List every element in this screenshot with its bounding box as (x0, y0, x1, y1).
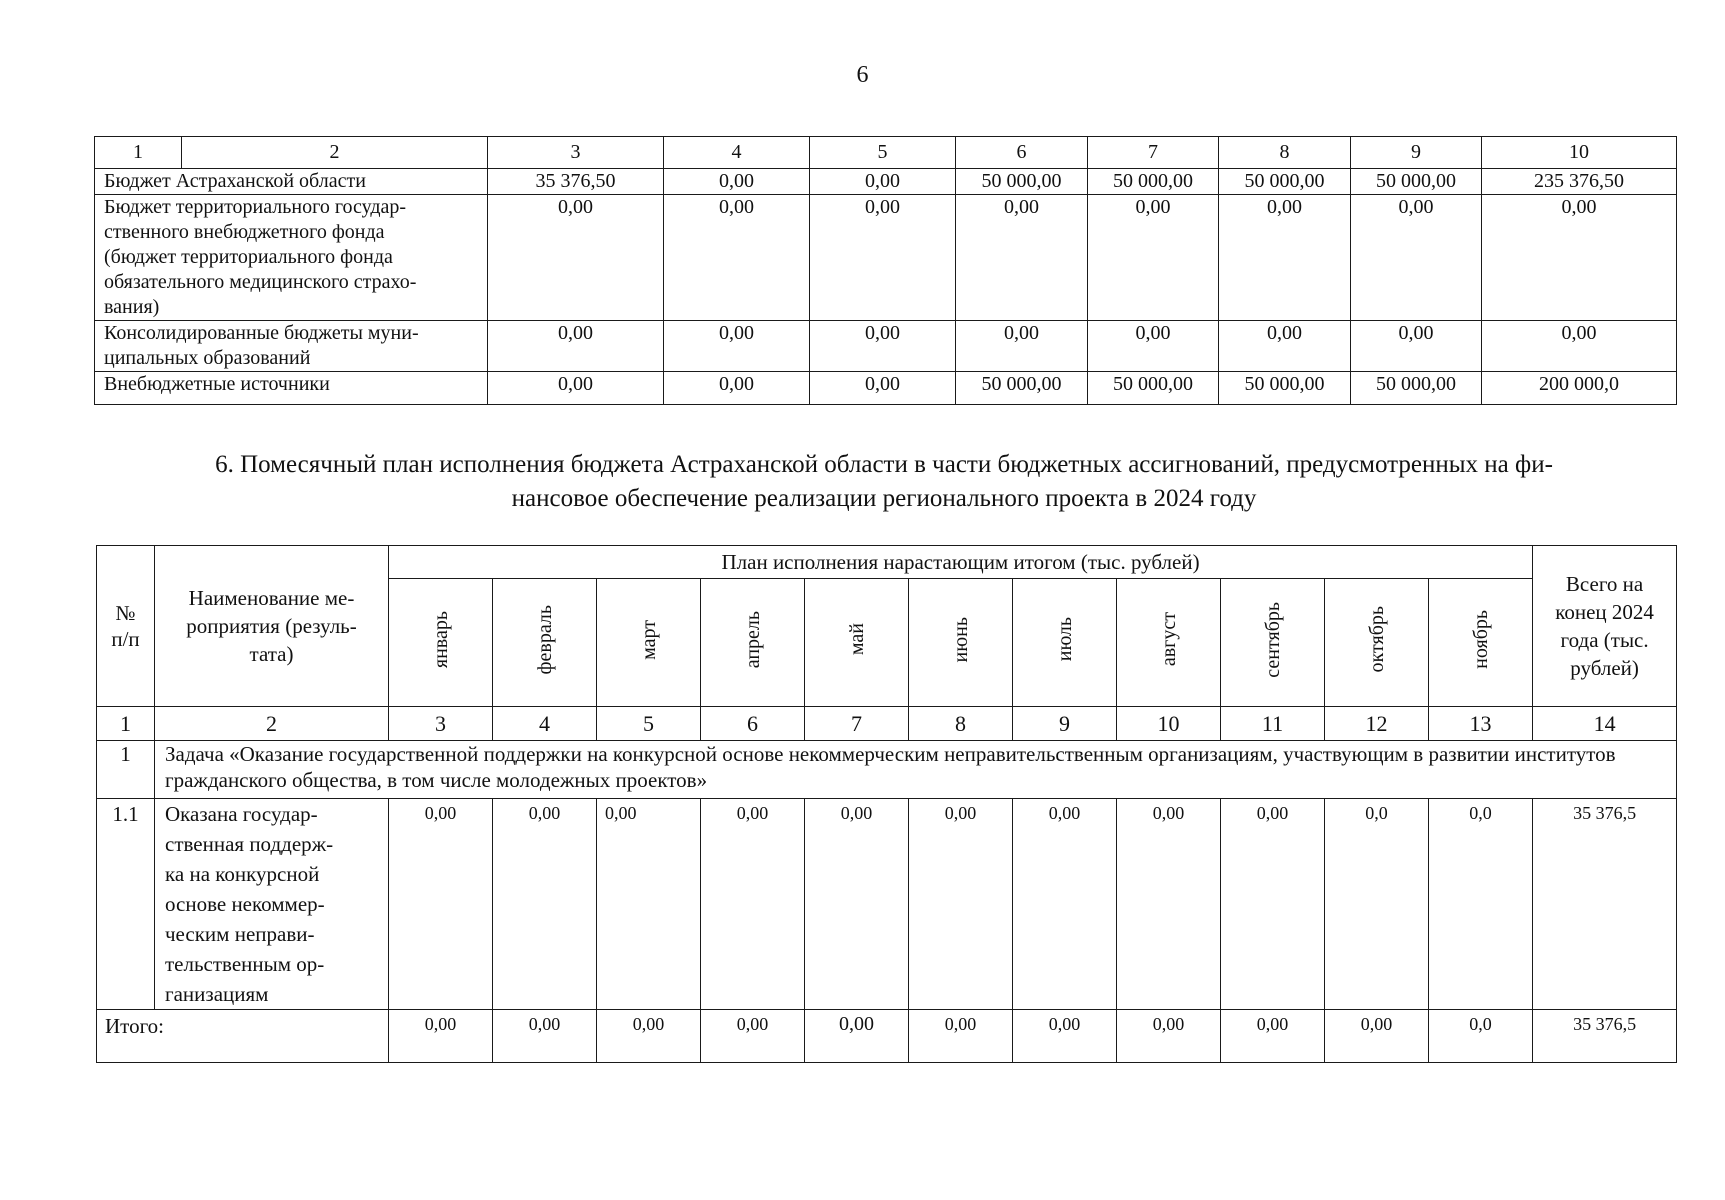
value-cell: 0,00 (805, 799, 909, 1010)
value-cell: 0,00 (1219, 321, 1351, 372)
column-number: 11 (1221, 707, 1325, 741)
table-row (95, 321, 1677, 372)
row-label: Внебюджетные источники (95, 372, 488, 405)
value-cell: 0,00 (956, 195, 1088, 321)
total-row (97, 1010, 1677, 1063)
task-text: Задача «Оказание государственной поддержки на конкурсной основе некоммерческим неправительственным организациям, участвующим в развитии институтов гражданского общества, в том числе молодежных проектов» (155, 741, 1677, 799)
month-label: апрель (741, 610, 764, 669)
task-row (97, 741, 1677, 799)
month-label: август (1157, 612, 1180, 667)
value-cell: 0,00 (810, 169, 956, 195)
value-cell: 0,00 (1117, 1010, 1221, 1063)
table1-header-row (95, 137, 1677, 169)
value-cell: 0,00 (1351, 321, 1482, 372)
value-cell: 50 000,00 (956, 372, 1088, 405)
plan-header: План исполнения нарастающим итогом (тыс. рублей) (389, 546, 1533, 579)
month-header (1325, 579, 1429, 707)
value-cell: 200 000,0 (1482, 372, 1677, 405)
value-cell: 0,00 (810, 372, 956, 405)
table1-header-cell: 8 (1219, 137, 1351, 169)
value-cell: 0,00 (1013, 799, 1117, 1010)
month-label: март (637, 619, 660, 660)
value-cell: 0,0 (1429, 799, 1533, 1010)
value-cell: 0,00 (664, 195, 810, 321)
month-header (1429, 579, 1533, 707)
month-header (1013, 579, 1117, 707)
column-header-number: № п/п (97, 546, 155, 707)
value-cell: 0,00 (909, 799, 1013, 1010)
table1-header-cell: 4 (664, 137, 810, 169)
section-title: 6. Помесячный план исполнения бюджета Астраханской области в части бюджетных ассигнований, предусмотренных на фи- нансовое обеспечение реализации регионального проекта в 2024 году (215, 451, 1553, 512)
row-label: Консолидированные бюджеты муни- ципальных образований (95, 321, 488, 372)
column-number: 13 (1429, 707, 1533, 741)
value-cell: 50 000,00 (1088, 372, 1219, 405)
table-row (97, 799, 1677, 1010)
table1-header-cell: 3 (488, 137, 664, 169)
value-cell: 0,00 (1088, 321, 1219, 372)
value-cell: 0,00 (493, 799, 597, 1010)
month-label: сентябрь (1261, 601, 1284, 678)
value-cell: 235 376,50 (1482, 169, 1677, 195)
month-header (1117, 579, 1221, 707)
month-header (1221, 579, 1325, 707)
month-header (597, 579, 701, 707)
value-cell: 50 000,00 (1351, 372, 1482, 405)
value-cell: 0,00 (956, 321, 1088, 372)
value-cell: 50 000,00 (956, 169, 1088, 195)
value-cell: 0,00 (701, 799, 805, 1010)
month-header (805, 579, 909, 707)
column-number: 1 (97, 707, 155, 741)
value-cell: 0,00 (488, 372, 664, 405)
value-cell: 0,00 (664, 321, 810, 372)
column-number: 12 (1325, 707, 1429, 741)
month-header (909, 579, 1013, 707)
column-number: 7 (805, 707, 909, 741)
value-cell: 0,00 (1013, 1010, 1117, 1063)
total-cell: 35 376,5 (1533, 1010, 1677, 1063)
item-number: 1.1 (97, 799, 155, 1010)
task-number: 1 (97, 741, 155, 799)
column-header-total: Всего на конец 2024 года (тыс. рублей) (1533, 546, 1677, 707)
table1-header-cell: 9 (1351, 137, 1482, 169)
value-cell: 0,00 (664, 372, 810, 405)
month-label: февраль (533, 604, 556, 675)
month-label: июнь (949, 616, 972, 663)
month-label: январь (429, 610, 452, 669)
value-cell: 0,00 (488, 321, 664, 372)
table-row (95, 169, 1677, 195)
column-number: 3 (389, 707, 493, 741)
table1-header-cell: 6 (956, 137, 1088, 169)
value-cell: 0,00 (1351, 195, 1482, 321)
value-cell: 0,00 (805, 1010, 909, 1063)
table1-header-cell: 1 (95, 137, 182, 169)
value-cell: 0,0 (1325, 799, 1429, 1010)
value-cell: 0,00 (488, 195, 664, 321)
total-label: Итого: (97, 1010, 389, 1063)
value-cell: 0,00 (1482, 321, 1677, 372)
table-row (95, 195, 1677, 321)
month-label: ноябрь (1469, 610, 1492, 669)
value-cell: 50 000,00 (1088, 169, 1219, 195)
table1-header-cell: 5 (810, 137, 956, 169)
month-label: июль (1053, 617, 1076, 662)
table1-header-cell: 10 (1482, 137, 1677, 169)
value-cell: 0,00 (597, 1010, 701, 1063)
value-cell: 0,00 (810, 195, 956, 321)
total-cell: 35 376,5 (1533, 799, 1677, 1010)
column-number: 10 (1117, 707, 1221, 741)
table2-header-row (97, 546, 1677, 579)
value-cell: 0,00 (1219, 195, 1351, 321)
table1-header-cell: 7 (1088, 137, 1219, 169)
value-cell: 0,00 (493, 1010, 597, 1063)
row-label: Бюджет территориального государ- ственного внебюджетного фонда (бюджет территориального фонда обязательного медицинского страхо- вания) (95, 195, 488, 321)
row-label: Бюджет Астраханской области (95, 169, 488, 195)
value-cell: 50 000,00 (1219, 372, 1351, 405)
value-cell: 0,00 (1088, 195, 1219, 321)
value-cell: 35 376,50 (488, 169, 664, 195)
column-number: 8 (909, 707, 1013, 741)
column-numbers-row (97, 707, 1677, 741)
value-cell: 0,00 (664, 169, 810, 195)
column-header-name: Наименование ме- роприятия (резуль- тата) (155, 546, 389, 707)
column-number: 2 (155, 707, 389, 741)
value-cell: 0,00 (389, 1010, 493, 1063)
value-cell: 0,00 (701, 1010, 805, 1063)
month-header (701, 579, 805, 707)
month-header (493, 579, 597, 707)
month-label: октябрь (1365, 606, 1388, 673)
monthly-plan-table (96, 545, 1677, 1063)
value-cell: 0,00 (810, 321, 956, 372)
column-number: 4 (493, 707, 597, 741)
value-cell: 0,00 (1325, 1010, 1429, 1063)
column-number: 6 (701, 707, 805, 741)
value-cell: 0,00 (1482, 195, 1677, 321)
item-name: Оказана государ- ственная поддерж- ка на конкурсной основе некоммер- ческим неправи- тельственным ор- ганизациям (155, 799, 389, 1010)
table1-header-cell: 2 (182, 137, 488, 169)
column-number: 5 (597, 707, 701, 741)
value-cell: 0,00 (1117, 799, 1221, 1010)
value-cell: 0,00 (1221, 799, 1325, 1010)
value-cell: 0,0 (1429, 1010, 1533, 1063)
month-header (389, 579, 493, 707)
column-number: 9 (1013, 707, 1117, 741)
value-cell: 50 000,00 (1351, 169, 1482, 195)
financing-sources-table (94, 136, 1677, 405)
value-cell: 50 000,00 (1219, 169, 1351, 195)
column-number: 14 (1533, 707, 1677, 741)
page-number: 6 (856, 62, 869, 88)
value-cell: 0,00 (597, 799, 701, 1010)
value-cell: 0,00 (909, 1010, 1013, 1063)
month-label: май (845, 623, 868, 656)
value-cell: 0,00 (1221, 1010, 1325, 1063)
table-row (95, 372, 1677, 405)
value-cell: 0,00 (389, 799, 493, 1010)
